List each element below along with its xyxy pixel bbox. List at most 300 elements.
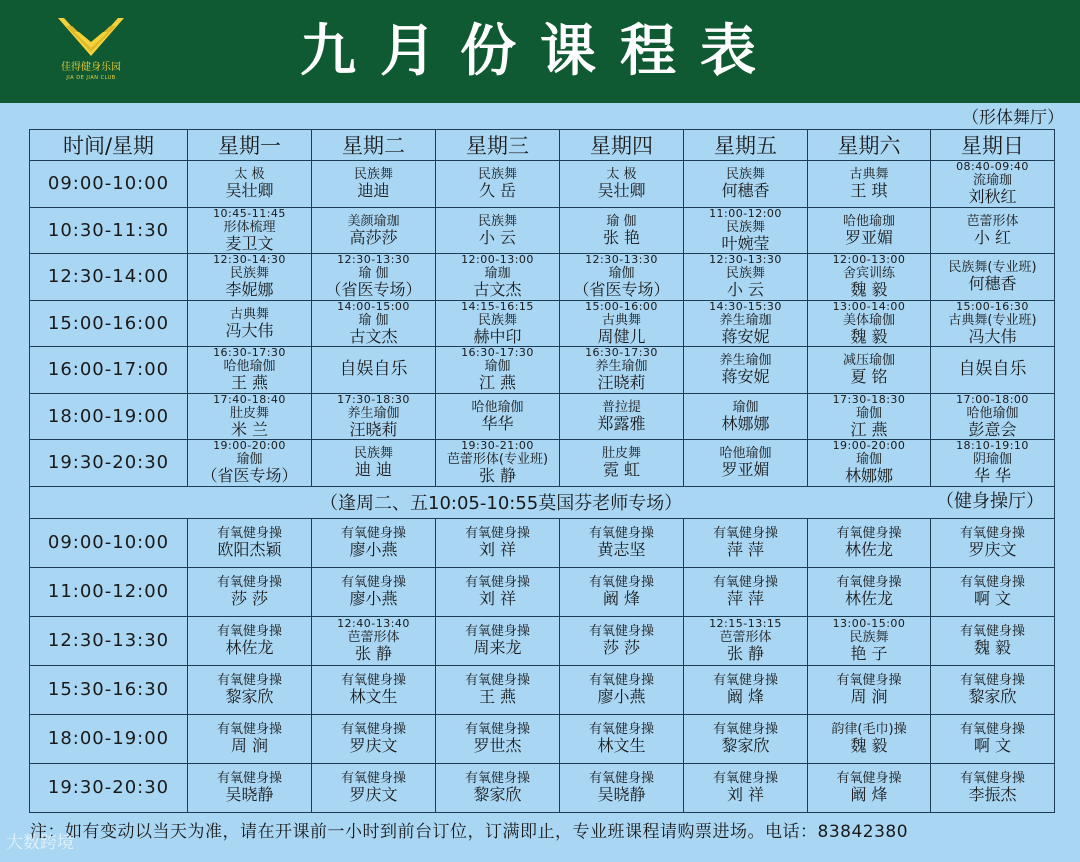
class-name: 有氧健身操	[712, 526, 778, 541]
class-entry	[436, 347, 559, 392]
class-entry	[808, 618, 930, 663]
class-name: 有氧健身操	[216, 575, 282, 590]
row-time: 11:00-12:00	[30, 567, 188, 616]
schedule-row	[30, 300, 1055, 347]
class-entry	[931, 301, 1054, 346]
class-name: 有氧健身操	[959, 771, 1025, 786]
class-name: 瑜伽	[236, 452, 263, 468]
class-entry	[312, 618, 435, 663]
class-name: 养生瑜伽	[347, 405, 400, 421]
class-cell	[436, 763, 560, 812]
class-entry	[436, 771, 559, 804]
teacher-name: 霓 虹	[602, 460, 641, 480]
class-entry	[931, 260, 1054, 293]
class-cell	[188, 254, 312, 301]
class-cell	[931, 254, 1055, 301]
teacher-name: 黎家欣	[968, 687, 1017, 706]
teacher-name: 魏 毅	[850, 736, 888, 755]
class-entry	[312, 673, 435, 706]
class-entry	[684, 254, 807, 299]
teacher-name: 蒋安妮	[721, 367, 770, 387]
class-cell	[312, 347, 436, 394]
schedule-table	[29, 129, 1055, 813]
schedule-row	[30, 714, 1055, 763]
teacher-name: 廖小燕	[597, 687, 646, 706]
teacher-name: 阚 烽	[850, 785, 888, 804]
class-name: 减压瑜伽	[842, 353, 895, 369]
class-time: 17:00-18:00	[956, 393, 1029, 406]
class-entry	[312, 446, 435, 479]
class-time: 12:30-13:30	[709, 253, 782, 267]
class-time: 17:40-18:40	[213, 393, 286, 406]
class-entry	[808, 301, 930, 346]
class-cell	[808, 207, 931, 254]
class-name: 芭蕾形体	[966, 213, 1019, 229]
class-name: 哈他瑜伽	[223, 359, 276, 375]
class-time: 12:00-13:00	[461, 253, 534, 267]
class-cell	[312, 616, 436, 665]
teacher-name: 林文生	[349, 687, 398, 706]
teacher-name: 罗庆文	[968, 540, 1017, 559]
class-entry	[808, 673, 930, 706]
class-name: 美颜瑜珈	[347, 213, 400, 229]
class-entry	[560, 722, 683, 755]
teacher-name: （省医专场）	[325, 280, 422, 300]
teacher-name: 赫中印	[473, 326, 522, 346]
class-name: 民族舞	[849, 630, 889, 645]
class-entry	[931, 771, 1054, 804]
class-cell	[436, 254, 560, 301]
class-entry	[560, 254, 683, 299]
class-time: 12:30-13:30	[337, 253, 410, 267]
teacher-name: 华华	[481, 413, 514, 433]
class-time: 12:30-13:30	[585, 253, 658, 267]
teacher-name: 艳 子	[850, 644, 888, 663]
teacher-name: 李振杰	[968, 785, 1017, 804]
teacher-name: 郑露雅	[597, 413, 646, 433]
teacher-name: 萍 萍	[726, 540, 765, 559]
class-cell	[560, 207, 684, 254]
teacher-name: 黄志坚	[597, 540, 646, 559]
teacher-name: 米 兰	[230, 419, 269, 439]
class-cell	[808, 616, 931, 665]
schedule-row	[30, 567, 1055, 616]
class-entry	[931, 440, 1054, 485]
class-cell	[808, 254, 931, 301]
header-day-4: 星期四	[560, 130, 684, 161]
class-entry	[188, 440, 311, 485]
class-cell	[808, 714, 931, 763]
class-cell	[684, 440, 808, 487]
logo-subtext: JIA DE JIAN CLUB	[66, 75, 116, 81]
class-name: 肚皮舞	[601, 446, 641, 462]
class-name: 芭蕾形体	[719, 630, 772, 645]
class-entry	[808, 771, 930, 804]
class-entry	[560, 624, 683, 657]
class-entry	[808, 394, 930, 439]
page-title: 九月份课程表	[300, 18, 780, 84]
teacher-name: 啊 文	[973, 736, 1012, 755]
class-entry	[684, 353, 807, 386]
class-time: 12:00-13:00	[832, 253, 906, 267]
class-name: 有氧健身操	[588, 526, 654, 541]
teacher-name: 江 燕	[850, 419, 888, 439]
class-entry	[312, 301, 435, 346]
teacher-name: 周来龙	[473, 638, 522, 657]
class-entry	[436, 254, 559, 299]
class-name: 瑜伽	[608, 266, 635, 282]
class-name: 阴瑜伽	[972, 452, 1012, 468]
class-time: 13:00-14:00	[832, 300, 906, 313]
class-time: 18:10-19:10	[956, 439, 1029, 453]
schedule-row	[30, 347, 1055, 394]
class-cell	[436, 347, 560, 394]
class-cell	[436, 161, 560, 208]
class-time: 11:00-12:00	[709, 207, 782, 220]
class-cell	[188, 616, 312, 665]
teacher-name: 刘秋红	[968, 187, 1017, 207]
class-entry	[436, 673, 559, 706]
class-cell	[436, 714, 560, 763]
teacher-name: （省医专场）	[201, 466, 298, 486]
class-cell	[188, 714, 312, 763]
class-entry	[808, 440, 930, 485]
teacher-name: 何穗香	[721, 181, 770, 201]
class-name: 有氧健身操	[588, 575, 654, 590]
class-entry	[312, 771, 435, 804]
teacher-name: 张 静	[478, 466, 517, 486]
class-cell	[188, 207, 312, 254]
teacher-name: 莎 莎	[602, 638, 641, 657]
header-day-7: 星期日	[931, 130, 1055, 161]
class-cell	[188, 440, 312, 487]
class-name: 瑜 伽	[358, 312, 389, 328]
class-entry	[560, 400, 683, 433]
teacher-name: 阚 烽	[726, 687, 765, 706]
class-cell	[560, 616, 684, 665]
class-name: 有氧健身操	[959, 526, 1025, 541]
teacher-name: 麦卫文	[225, 233, 274, 253]
teacher-name: 高莎莎	[349, 227, 398, 247]
class-cell	[188, 393, 312, 440]
teacher-name: 莎 莎	[230, 589, 269, 608]
class-cell	[931, 300, 1055, 347]
class-name: 民族舞	[353, 167, 393, 183]
header-bar	[0, 0, 1080, 103]
class-name: 有氧健身操	[959, 673, 1025, 688]
gym-hall-section	[30, 518, 1055, 812]
teacher-name: 汪晓莉	[597, 373, 646, 393]
class-time: 17:30-18:30	[337, 393, 410, 406]
teacher-name: 彭意会	[968, 419, 1017, 439]
class-cell	[808, 300, 931, 347]
teacher-name: 林娜娜	[721, 413, 770, 433]
class-cell	[560, 347, 684, 394]
teacher-name: 冯大伟	[225, 320, 274, 340]
class-entry	[436, 400, 559, 433]
class-entry	[931, 722, 1054, 755]
class-cell	[808, 665, 931, 714]
class-time: 12:15-13:15	[709, 617, 782, 630]
header-day-2: 星期二	[312, 130, 436, 161]
header-day-5: 星期五	[684, 130, 808, 161]
class-entry	[188, 673, 311, 706]
class-cell	[188, 300, 312, 347]
class-name: 有氧健身操	[340, 673, 406, 688]
class-entry	[436, 575, 559, 608]
wings-icon	[50, 12, 132, 62]
class-cell	[931, 665, 1055, 714]
class-name: 哈他瑜伽	[719, 446, 772, 462]
teacher-name: 罗亚媚	[844, 227, 893, 247]
class-cell	[931, 763, 1055, 812]
class-cell	[931, 161, 1055, 208]
class-name: 有氧健身操	[340, 575, 406, 590]
class-time: 16:30-17:30	[461, 346, 534, 360]
class-name: 自娱自乐	[339, 358, 408, 379]
class-name: 有氧健身操	[588, 624, 654, 639]
teacher-name: 何穗香	[968, 274, 1017, 294]
watermark: 大数跨境	[6, 833, 74, 853]
class-name: 民族舞	[725, 266, 765, 282]
class-entry	[188, 722, 311, 755]
teacher-name: 迪 迪	[354, 460, 393, 480]
teacher-name: 刘 祥	[726, 785, 765, 804]
class-cell	[684, 161, 808, 208]
class-time: 15:00-16:30	[956, 300, 1029, 313]
teacher-name: 汪晓莉	[349, 419, 398, 439]
teacher-name: 萍 萍	[726, 589, 765, 608]
class-cell	[312, 254, 436, 301]
schedule-row	[30, 161, 1055, 208]
class-cell	[312, 763, 436, 812]
schedule-row	[30, 254, 1055, 301]
teacher-name: 黎家欣	[721, 736, 770, 755]
class-cell	[684, 763, 808, 812]
teacher-name: 李妮娜	[225, 280, 274, 300]
class-time: 19:00-20:00	[213, 439, 286, 453]
teacher-name: 林佐龙	[844, 589, 893, 608]
class-cell	[312, 665, 436, 714]
class-name: 有氧健身操	[712, 673, 778, 688]
class-cell	[560, 440, 684, 487]
teacher-name: 黎家欣	[225, 687, 274, 706]
class-cell	[560, 300, 684, 347]
class-name: 瑜 伽	[606, 213, 637, 229]
header-row	[30, 130, 1055, 161]
teacher-name: 古文杰	[473, 280, 522, 300]
class-cell	[808, 161, 931, 208]
class-entry	[684, 722, 807, 755]
class-cell	[560, 393, 684, 440]
header-day-6: 星期六	[808, 130, 931, 161]
class-entry	[188, 394, 311, 439]
class-cell	[560, 161, 684, 208]
class-name: 古典舞	[229, 306, 269, 322]
class-entry	[684, 526, 807, 559]
teacher-name: 刘 祥	[478, 540, 517, 559]
class-cell	[188, 518, 312, 567]
class-entry	[436, 624, 559, 657]
class-name: 哈他瑜伽	[966, 405, 1019, 421]
row-time: 15:00-16:00	[30, 300, 188, 347]
class-entry	[560, 771, 683, 804]
class-entry	[312, 575, 435, 608]
class-name: 形体梳理	[223, 219, 276, 235]
class-name: 有氧健身操	[959, 624, 1025, 639]
class-cell	[684, 393, 808, 440]
row-time: 19:30-20:30	[30, 440, 188, 487]
class-name: 民族舞	[477, 312, 517, 328]
class-cell	[931, 518, 1055, 567]
class-cell	[188, 161, 312, 208]
teacher-name: 王 琪	[850, 181, 888, 201]
class-time: 16:30-17:30	[585, 346, 658, 360]
class-time: 16:30-17:30	[213, 346, 286, 360]
class-name: 瑜伽	[484, 359, 511, 375]
teacher-name: 林娜娜	[844, 466, 893, 486]
class-entry	[931, 575, 1054, 608]
class-name: 有氧健身操	[836, 526, 902, 541]
schedule-row	[30, 518, 1055, 567]
class-name: 古典舞	[849, 167, 889, 183]
header-time-weekday: 时间/星期	[30, 130, 188, 161]
class-cell	[312, 440, 436, 487]
class-entry	[684, 575, 807, 608]
class-name: 有氧健身操	[216, 771, 282, 786]
teacher-name: 王 燕	[478, 687, 517, 706]
class-cell	[684, 207, 808, 254]
teacher-name: 久 岳	[478, 181, 517, 201]
class-name: 有氧健身操	[464, 624, 530, 639]
class-name: 舍宾训练	[842, 266, 895, 282]
class-entry	[560, 446, 683, 479]
class-cell	[436, 518, 560, 567]
class-name: 自娱自乐	[958, 358, 1027, 379]
logo-text: 佳得健身乐园	[61, 62, 121, 73]
class-name: 民族舞	[725, 167, 765, 183]
class-cell	[684, 567, 808, 616]
schedule-row	[30, 440, 1055, 487]
class-entry	[684, 167, 807, 200]
teacher-name: 周 涧	[230, 736, 269, 755]
class-name: 有氧健身操	[464, 722, 530, 737]
class-cell	[931, 616, 1055, 665]
class-entry	[931, 214, 1054, 247]
class-name: 民族舞	[477, 213, 517, 229]
class-name: 有氧健身操	[464, 771, 530, 786]
class-name: 太 极	[234, 167, 265, 183]
class-cell	[684, 347, 808, 394]
class-time: 14:00-15:00	[337, 300, 410, 313]
class-name: 民族舞	[353, 446, 393, 462]
class-cell	[931, 207, 1055, 254]
teacher-name: 冯大伟	[968, 326, 1017, 346]
class-entry	[560, 167, 683, 200]
class-cell	[560, 714, 684, 763]
teacher-name: 张 静	[354, 644, 393, 663]
class-entry	[436, 440, 559, 485]
class-entry	[684, 673, 807, 706]
class-name: 有氧健身操	[216, 526, 282, 541]
teacher-name: 魏 毅	[850, 280, 888, 300]
teacher-name: 王 燕	[230, 373, 269, 393]
teacher-name: 华 华	[973, 466, 1012, 486]
class-cell	[808, 393, 931, 440]
row-time: 12:30-13:30	[30, 616, 188, 665]
class-name: 有氧健身操	[588, 673, 654, 688]
teacher-name: 张 静	[726, 644, 765, 663]
class-cell	[312, 300, 436, 347]
schedule-row	[30, 616, 1055, 665]
class-entry	[931, 360, 1054, 380]
class-name: 哈他瑜伽	[471, 399, 524, 415]
class-cell	[436, 567, 560, 616]
teacher-name: 林佐龙	[225, 638, 274, 657]
class-cell	[312, 207, 436, 254]
class-name: 有氧健身操	[588, 722, 654, 737]
class-entry	[931, 526, 1054, 559]
footer-note: 注：如有变动以当天为准，请在开课前一小时到前台订位，订满即止，专业班课程请购票进场。电话：83842380	[30, 822, 909, 842]
class-entry	[436, 214, 559, 247]
class-time: 14:15-16:15	[461, 300, 534, 313]
teacher-name: 罗庆文	[349, 785, 398, 804]
class-name: 有氧健身操	[836, 771, 902, 786]
class-name: 流瑜珈	[972, 173, 1012, 189]
class-cell	[188, 567, 312, 616]
class-entry	[188, 347, 311, 392]
class-name: 古典舞	[601, 312, 641, 328]
class-name: 美体瑜伽	[842, 312, 895, 328]
class-cell	[684, 300, 808, 347]
teacher-name: 迪迪	[357, 181, 390, 201]
class-time: 19:30-21:00	[461, 439, 534, 453]
banner-note: （逢周二、五10:05-10:55莫国芬老师专场）	[320, 493, 683, 514]
class-cell	[560, 665, 684, 714]
class-name: 有氧健身操	[959, 722, 1025, 737]
class-cell	[312, 518, 436, 567]
class-name: 养生瑜珈	[719, 312, 772, 328]
class-entry	[808, 214, 930, 247]
class-name: 瑜 伽	[358, 266, 389, 282]
hall-label-gym: （健身操厅）	[936, 490, 1044, 512]
dance-hall-section	[30, 161, 1055, 487]
class-entry	[808, 167, 930, 200]
teacher-name: 欧阳杰颖	[217, 540, 282, 559]
class-cell	[808, 347, 931, 394]
row-time: 09:00-10:00	[30, 161, 188, 208]
class-time: 08:40-09:40	[956, 160, 1029, 174]
class-name: 有氧健身操	[216, 722, 282, 737]
row-time: 09:00-10:00	[30, 518, 188, 567]
class-name: 芭蕾形体	[347, 630, 400, 645]
class-entry	[560, 301, 683, 346]
class-entry	[931, 161, 1054, 206]
class-entry	[188, 575, 311, 608]
row-time: 19:30-20:30	[30, 763, 188, 812]
class-entry	[684, 446, 807, 479]
class-entry	[312, 360, 435, 380]
class-name: 有氧健身操	[340, 722, 406, 737]
class-cell	[684, 616, 808, 665]
class-cell	[931, 567, 1055, 616]
teacher-name: 廖小燕	[349, 589, 398, 608]
schedule-row	[30, 763, 1055, 812]
hall-label-dance: （形体舞厅）	[962, 108, 1064, 128]
class-name: 有氧健身操	[464, 526, 530, 541]
schedule-row	[30, 207, 1055, 254]
teacher-name: 夏 铭	[850, 367, 888, 387]
